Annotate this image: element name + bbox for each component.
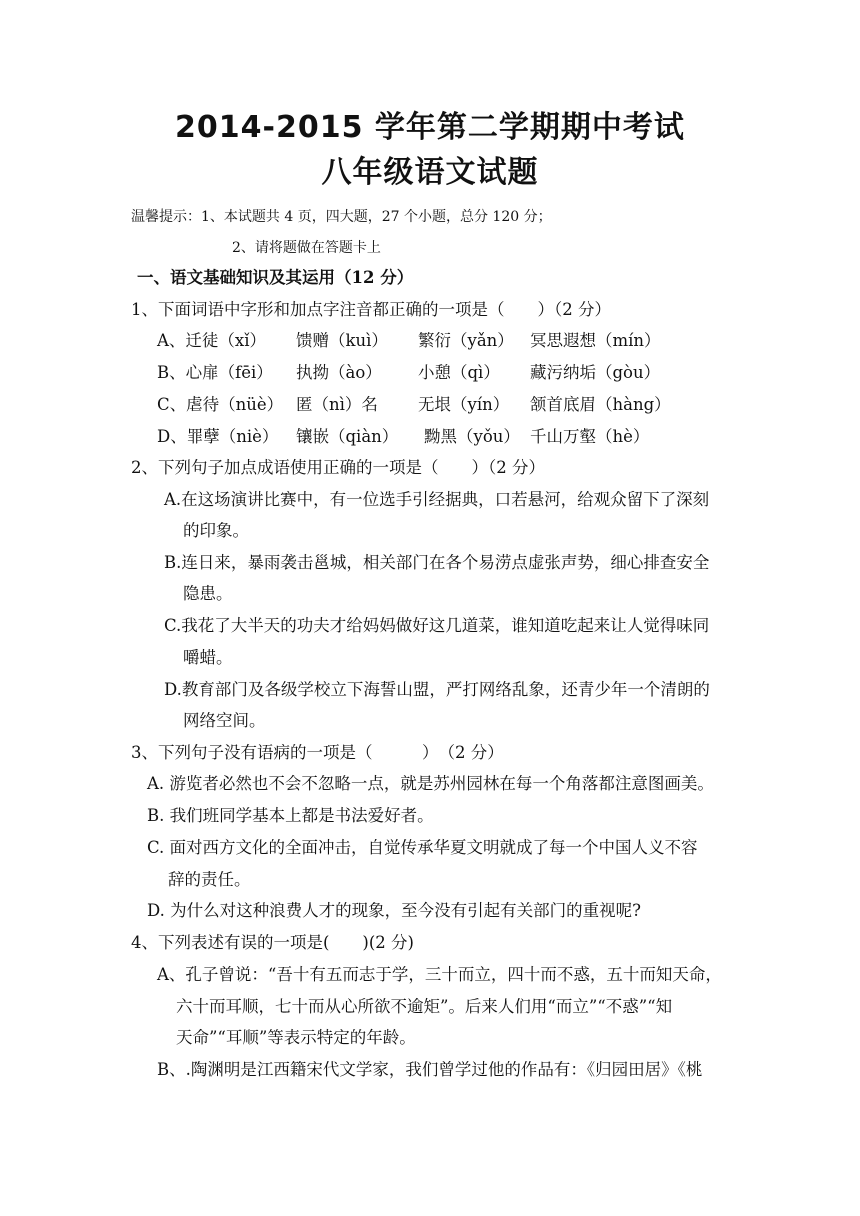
question-2-stem: 2、下列句子加点成语使用正确的一项是（ ）（2 分） — [131, 458, 545, 477]
question-3-stem: 3、下列句子没有语病的一项是（ ） （2 分） — [131, 743, 504, 762]
question-4-option-a-cont: 六十而耳顺，七十而从心所欲不逾矩”。后来人们用“而立”“不惑”“知 — [176, 997, 673, 1016]
option-word: 冥思遐想（mín） — [530, 331, 661, 350]
question-2-option-c-cont: 嚼蜡。 — [183, 648, 233, 667]
option-word: C、虐待（nüè） — [157, 395, 284, 414]
exam-subtitle: 八年级语文试题 — [321, 155, 539, 190]
option-word: D、罪孽（niè） — [157, 427, 279, 446]
question-2-option-b-cont: 隐患。 — [183, 584, 233, 603]
option-word: 执拗（ào） — [296, 363, 382, 382]
option-word: A、迁徒（xǐ） — [157, 331, 266, 350]
notice-line-1: 温馨提示：1、本试题共 4 页，四大题，27 个小题，总分 120 分； — [131, 209, 552, 225]
question-3-option-c: C. 面对西方文化的全面冲击，自觉传承华夏文明就成了每一个中国人义不容 — [147, 838, 698, 857]
question-2-option-d-cont: 网络空间。 — [183, 711, 266, 730]
option-word: 匿（nì）名 — [296, 395, 378, 414]
question-3-option-b: B. 我们班同学基本上都是书法爱好者。 — [147, 806, 434, 825]
question-2-option-d: D.教育部门及各级学校立下海誓山盟，严打网络乱象，还青少年一个清朗的 — [164, 680, 710, 699]
question-2-option-c: C.我花了大半天的功夫才给妈妈做好这几道菜，谁知道吃起来让人觉得味同 — [164, 616, 710, 635]
question-2-option-a: A.在这场演讲比赛中，有一位选手引经据典，口若悬河，给观众留下了深刻 — [164, 490, 710, 509]
question-2-option-b: B.连日来，暴雨袭击邕城，相关部门在各个易涝点虚张声势，细心排查安全 — [164, 553, 710, 572]
question-1-stem: 1、下面词语中字形和加点字注音都正确的一项是（ ）（2 分） — [131, 300, 611, 319]
option-word: B、心扉（fēi） — [157, 363, 273, 382]
section-heading: 一、语文基础知识及其运用（12 分） — [137, 268, 414, 287]
question-3-option-c-cont: 辞的责任。 — [168, 870, 251, 889]
question-3-option-a: A. 游览者必然也不会不忽略一点，就是苏州园林在每一个角落都注意图画美。 — [147, 774, 714, 793]
notice-line-2: 2、请将题做在答题卡上 — [232, 240, 381, 256]
exam-title: 2014-2015 学年第二学期期中考试 — [175, 110, 685, 145]
option-word: 无垠（yín） — [418, 395, 510, 414]
option-word: 黝黑（yǒu） — [424, 427, 520, 446]
question-4-option-a-cont: 天命”“耳顺”等表示特定的年龄。 — [176, 1028, 416, 1047]
option-word: 小憩（qì） — [418, 363, 500, 382]
option-word: 藏污纳垢（gòu） — [530, 363, 661, 382]
question-4-option-b: B、.陶渊明是江西籍宋代文学家，我们曾学过他的作品有：《归园田居》《桃 — [157, 1060, 703, 1079]
question-2-option-a-cont: 的印象。 — [183, 521, 249, 540]
question-3-option-d: D. 为什么对这种浪费人才的现象，至今没有引起有关部门的重视呢? — [147, 901, 641, 920]
option-word: 繁衍（yǎn） — [418, 331, 514, 350]
option-word: 颔首底眉（hàng） — [530, 395, 671, 414]
question-4-stem: 4、下列表述有误的一项是( )(2 分) — [131, 933, 414, 952]
option-word: 馈赠（kuì） — [296, 331, 388, 350]
option-word: 千山万壑（hè） — [530, 427, 650, 446]
option-word: 镶嵌（qiàn） — [296, 427, 399, 446]
question-4-option-a: A、孔子曾说：“吾十有五而志于学，三十而立，四十而不惑，五十而知天命， — [157, 965, 722, 984]
